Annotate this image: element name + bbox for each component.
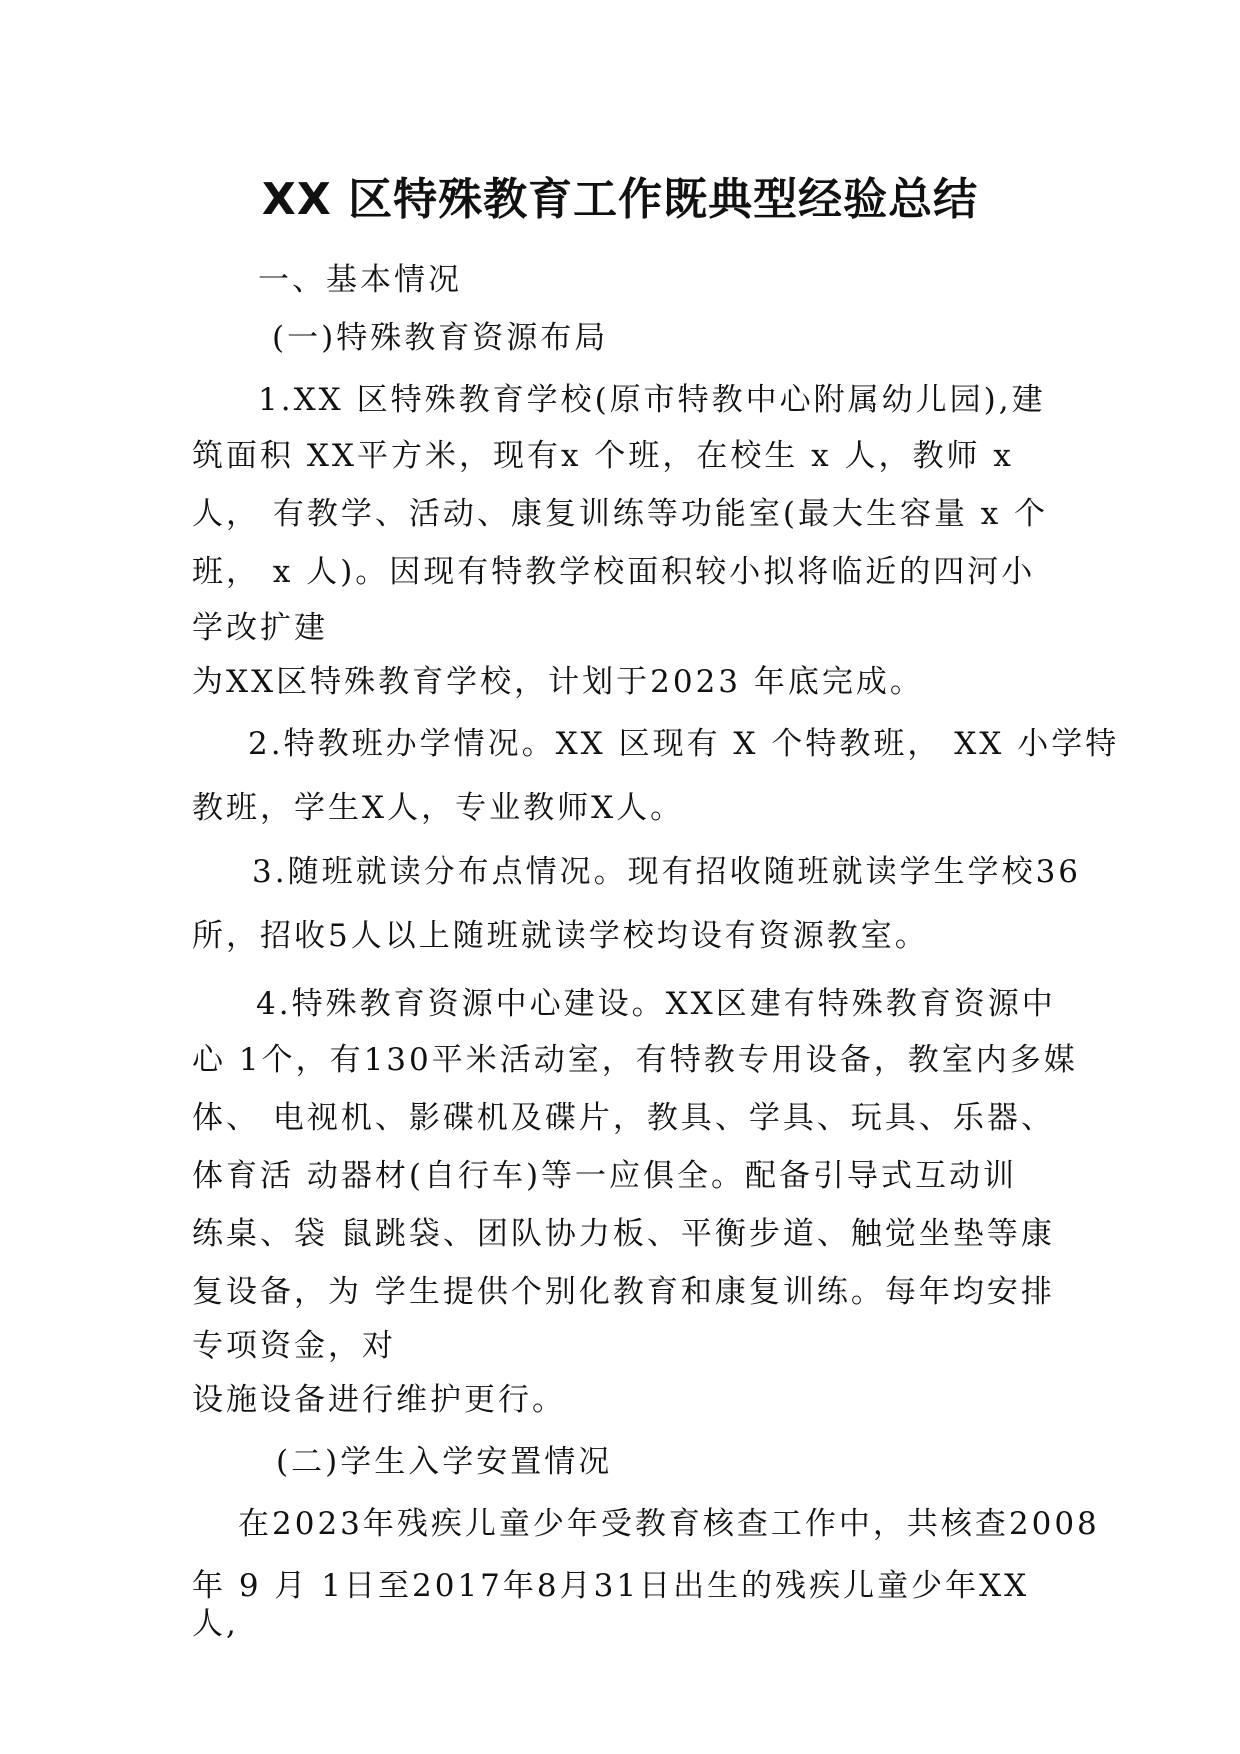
subsection-heading-2: (二)学生入学安置情况 xyxy=(276,1444,613,1480)
paragraph-line: 年 9 月 1日至2017年8月31日出生的残疾儿童少年XX xyxy=(192,1568,1030,1604)
paragraph-line: 所，招收5人以上随班就读学校均设有资源教室。 xyxy=(192,918,929,954)
paragraph-line: 2.特教班办学情况。XX 区现有 X 个特教班， XX 小学特 xyxy=(248,726,1120,762)
section-heading-basic: 一、基本情况 xyxy=(258,262,462,298)
paragraph-line: 为XX区特殊教育学校，计划于2023 年底完成。 xyxy=(192,664,924,700)
paragraph-line: 人， 有教学、活动、康复训练等功能室(最大生容量 x 个 xyxy=(192,496,1049,532)
paragraph-line: 练桌、袋 鼠跳袋、团队协力板、平衡步道、触觉坐垫等康 xyxy=(192,1216,1055,1252)
paragraph-line: 班， x 人)。因现有特教学校面积较小拟将临近的四河小 xyxy=(192,554,1036,590)
paragraph-line: 复设备，为 学生提供个别化教育和康复训练。每年均安排 xyxy=(192,1274,1055,1310)
paragraph-line: 体、 电视机、影碟机及碟片，教具、学具、玩具、乐器、 xyxy=(192,1100,1055,1136)
paragraph-line: 人, xyxy=(192,1606,239,1642)
paragraph-line: 3.随班就读分布点情况。现有招收随班就读学生学校36 xyxy=(252,854,1082,890)
paragraph-line: 教班，学生X人，专业教师X人。 xyxy=(192,790,685,826)
paragraph-line: 体育活 动器材(自行车)等一应俱全。配备引导式互动训 xyxy=(192,1158,1018,1194)
paragraph-line: 在2023年残疾儿童少年受教育核查工作中，共核查2008 xyxy=(238,1506,1100,1542)
paragraph-line: 专项资金，对 xyxy=(192,1328,396,1364)
document-title: XX 区特殊教育工作既典型经验总结 xyxy=(261,174,979,225)
paragraph-line: 心 1个，有130平米活动室，有特教专用设备，教室内多媒 xyxy=(192,1042,1078,1078)
paragraph-line: 学改扩建 xyxy=(192,610,328,646)
paragraph-line: 4.特殊教育资源中心建设。XX区建有特殊教育资源中 xyxy=(256,986,1056,1022)
paragraph-line: 1.XX 区特殊教育学校(原市特教中心附属幼儿园),建 xyxy=(258,382,1046,418)
subsection-heading-1: (一)特殊教育资源布局 xyxy=(272,320,609,356)
paragraph-line: 筑面积 XX平方米，现有x 个班，在校生 x 人，教师 x xyxy=(192,438,1014,474)
paragraph-line: 设施设备进行维护更行。 xyxy=(192,1382,566,1418)
